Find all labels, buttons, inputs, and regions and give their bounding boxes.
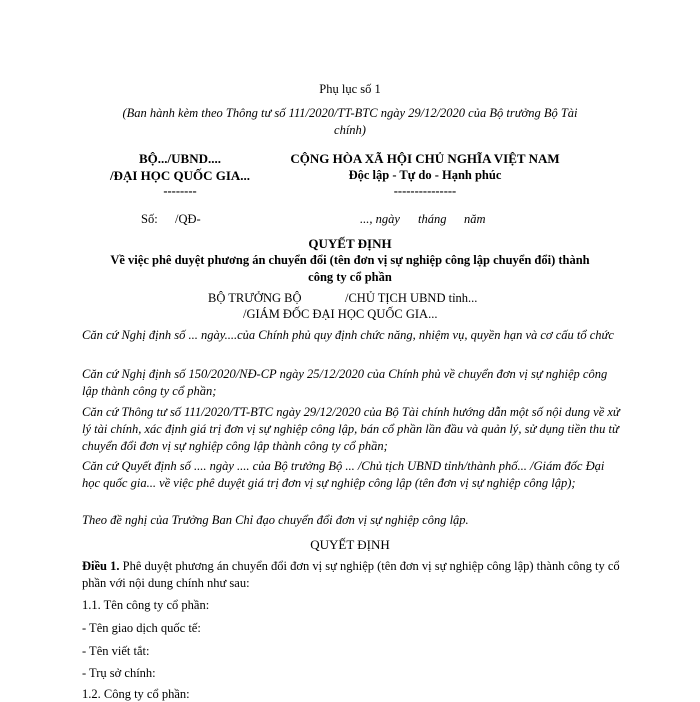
national-title: CỘNG HÒA XÃ HỘI CHỦ NGHĨA VIỆT NAM (290, 151, 560, 166)
doc-number-suffix: /QĐ- (175, 212, 201, 226)
basis-paragraph-5: Theo đề nghị của Trưởng Ban Chỉ đạo chuyển đổi đơn vị sự nghiệp công lập. (82, 513, 469, 527)
item-joint-stock: 1.2. Công ty cổ phần: (82, 687, 190, 701)
basis-paragraph-2: Căn cứ Nghị định số 150/2020/NĐ-CP ngày 25/12/2020 của Chính phủ về chuyển đơn vị sự nghiệp công lập thành công ty cổ phần; (82, 367, 608, 398)
basis-paragraph-4: Căn cứ Quyết định số .... ngày .... của Bộ trưởng Bộ ... /Chủ tịch UBND tỉnh/thành phố... /Giám đốc Đại học quốc gia... về việc phê duyệt giá trị đơn vị sự nghiệp công lập (tên đơn vị sự nghiệp công lập); (82, 459, 605, 490)
doc-year: năm (464, 212, 486, 226)
appendix-subtitle-line1: (Ban hành kèm theo Thông tư số 111/2020/TT-BTC ngày 29/12/2020 của Bộ trưởng Bộ Tài (122, 106, 578, 120)
doc-number-label: Số: (141, 212, 158, 226)
item-company-name: 1.1. Tên công ty cổ phần: (82, 598, 210, 612)
article-1-label: Điều 1. (82, 559, 120, 573)
item-head-office: - Trụ sở chính: (82, 666, 156, 680)
decision-title: QUYẾT ĐỊNH (308, 236, 392, 251)
decision-subject-line1: Về việc phê duyệt phương án chuyển đổi (tên đơn vị sự nghiệp công lập chuyển đổi) thành (110, 253, 590, 267)
article-1-text: Phê duyệt phương án chuyển đổi đơn vị sự nghiệp (tên đơn vị sự nghiệp công lập) thành công ty cổ phần với nội dung chính như sau: (82, 559, 620, 590)
article-1 (82, 558, 622, 592)
agency-name-line1: BỘ.../UBND.... (139, 151, 221, 166)
item-international-name: - Tên giao dịch quốc tế: (82, 621, 201, 635)
item-short-name: - Tên viết tắt: (82, 644, 150, 658)
authority-minister: BỘ TRƯỞNG BỘ (208, 291, 302, 305)
agency-name-line2: /ĐẠI HỌC QUỐC GIA... (109, 168, 251, 183)
appendix-title: Phụ lục số 1 (319, 82, 381, 96)
basis-paragraph-3: Căn cứ Thông tư số 111/2020/TT-BTC ngày 29/12/2020 của Bộ Tài chính hướng dẫn một số nội dung về xử lý tài chính, xác định giá trị đơn vị sự nghiệp công lập, bán cổ phần lần đầu và quản lý, sử dụng tiền thu từ chuyển đổi đơn vị sự nghiệp công lập thành công ty cổ phần; (82, 405, 620, 453)
authority-director: /GIÁM ĐỐC ĐẠI HỌC QUỐC GIA... (243, 307, 438, 321)
authority-chairman: /CHỦ TỊCH UBND tỉnh... (345, 291, 478, 305)
basis-paragraph-1: Căn cứ Nghị định số ... ngày....của Chính phủ quy định chức năng, nhiệm vụ, quyền hạn và cơ cấu tổ chức (82, 328, 614, 342)
national-rule: --------------- (393, 184, 457, 198)
agency-rule: -------- (163, 184, 197, 198)
doc-place-day: ..., ngày (360, 212, 400, 226)
decision-heading: QUYẾT ĐỊNH (310, 537, 390, 552)
doc-month: tháng (418, 212, 447, 226)
national-motto: Độc lập - Tự do - Hạnh phúc (348, 168, 502, 182)
decision-subject-line2: công ty cổ phần (308, 270, 392, 284)
appendix-subtitle-line2: chính) (334, 123, 366, 137)
